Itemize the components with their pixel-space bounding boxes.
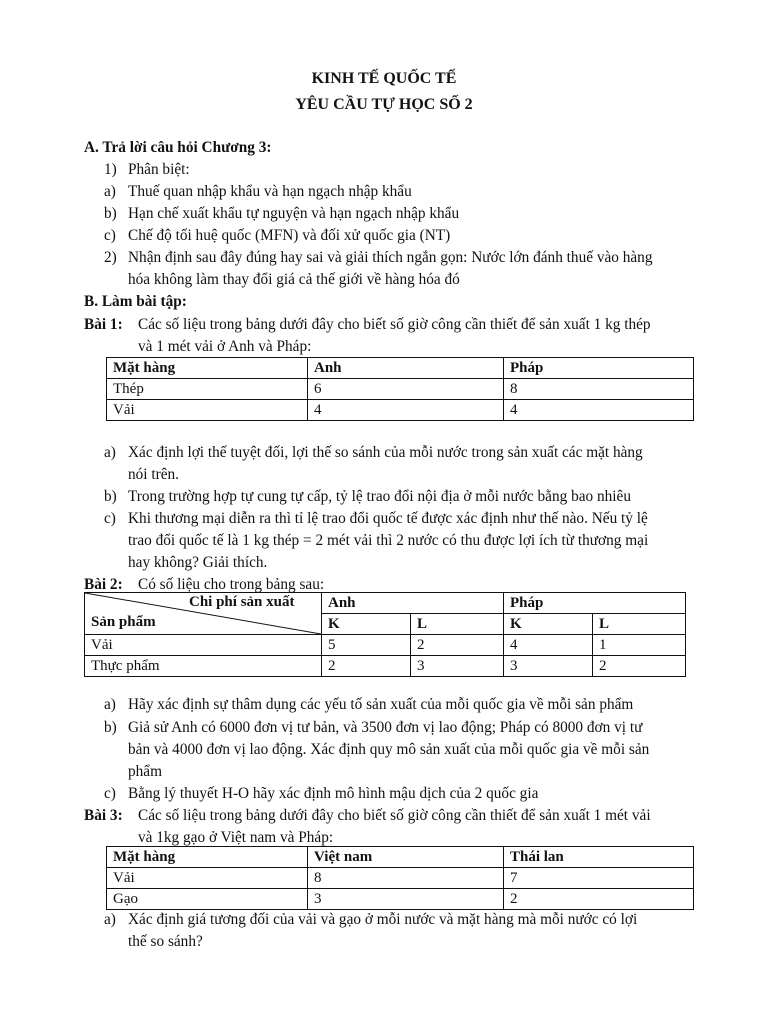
bai2-c (104, 784, 538, 804)
bai3-intro-cont: và 1kg gạo ở Việt nam và Pháp: (138, 829, 334, 846)
table-cell: 3 (411, 656, 504, 677)
item-label: a) (104, 696, 116, 713)
question-text: Nhận định sau đây đúng hay sai và giải thích ngắn gọn: Nước lớn đánh thuế vào hàng (128, 249, 653, 266)
bai1-a-cont: nói trên. (128, 466, 179, 483)
bai1-intro-cont: và 1 mét vải ở Anh và Pháp: (138, 338, 312, 355)
question-1a (104, 182, 412, 202)
item-label: b) (104, 488, 117, 505)
exercise-label: Bài 3: (84, 807, 123, 824)
table-cell: 3 (308, 889, 504, 910)
item-text: Xác định lợi thế tuyệt đối, lợi thế so sánh của mỗi nước trong sản xuất các mặt hàng (128, 444, 643, 461)
table-header-cell: Anh (308, 358, 504, 379)
table-header-cell: K (322, 614, 411, 635)
item-label: b) (104, 205, 117, 222)
item-label: c) (104, 785, 116, 802)
bai1-a (104, 443, 643, 463)
bai3-a-cont: thế so sánh? (128, 933, 203, 950)
table-cell: 2 (593, 656, 686, 677)
exercise-text: Các số liệu trong bảng dưới đây cho biết số giờ công cần thiết để sản xuất 1 mét vải (138, 807, 651, 824)
bai3-table (106, 846, 694, 910)
table-cell: 3 (504, 656, 593, 677)
table-header-row (107, 847, 694, 868)
table-cell: Gạo (107, 889, 308, 910)
bai3-a (104, 910, 637, 930)
bai2-b-cont: bản và 4000 đơn vị lao động. Xác định quy mô sản xuất của mỗi quốc gia về mỗi sản (128, 741, 650, 758)
item-label: a) (104, 444, 116, 461)
exercise-text: Có số liệu cho trong bảng sau: (138, 576, 325, 593)
corner-bottom-label: Sản phẩm (91, 614, 156, 630)
table-cell: 2 (322, 656, 411, 677)
item-label: c) (104, 227, 116, 244)
table-cell: 8 (504, 379, 694, 400)
doc-title: KINH TẾ QUỐC TẾ (311, 70, 457, 87)
table-header-cell: L (593, 614, 686, 635)
table-row (85, 635, 686, 656)
bai1-table (106, 357, 694, 421)
table-header-cell: L (411, 614, 504, 635)
item-label: b) (104, 719, 117, 736)
table-header-row (107, 358, 694, 379)
item-label: a) (104, 183, 116, 200)
table-header-cell: Mặt hàng (107, 847, 308, 868)
item-label: a) (104, 911, 116, 928)
table-cell: 5 (322, 635, 411, 656)
table-header-cell: Mặt hàng (107, 358, 308, 379)
item-text: Khi thương mại diễn ra thì tỉ lệ trao đổi quốc tế được xác định như thế nào. Nếu tỷ lệ (128, 510, 648, 527)
bai1-c (104, 509, 648, 529)
question-1b (104, 204, 459, 224)
question-1c (104, 226, 450, 246)
item-text: Xác định giá tương đối của vải và gạo ở mỗi nước và mặt hàng mà mỗi nước có lợi (128, 911, 638, 928)
bai2-table (84, 592, 686, 677)
table-row (107, 400, 694, 421)
item-text: Giả sử Anh có 6000 đơn vị tư bản, và 3500 đơn vị lao động; Pháp có 8000 đơn vị tư (128, 719, 643, 736)
bai1-c-cont: trao đổi quốc tế là 1 kg thép = 2 mét vải thì 2 nước có thu được lợi ích từ thương mại (128, 532, 649, 549)
bai2-a (104, 695, 633, 715)
table-cell: Thực phẩm (85, 656, 322, 677)
bai2-b (104, 718, 642, 738)
table-cell: Thép (107, 379, 308, 400)
bai1-intro (84, 315, 651, 335)
bai2-b-cont2: phẩm (128, 763, 162, 780)
table-header-cell: K (504, 614, 593, 635)
table-cell: 6 (308, 379, 504, 400)
table-cell: 4 (504, 635, 593, 656)
table-header-cell: Thái lan (504, 847, 694, 868)
exercise-label: Bài 2: (84, 576, 123, 593)
table-header-cell: Pháp (504, 593, 686, 614)
table-row (107, 889, 694, 910)
section-b-heading: B. Làm bài tập: (84, 293, 187, 310)
question-2-cont: hóa không làm thay đổi giá cả thế giới về hàng hóa đó (128, 271, 460, 288)
exercise-label: Bài 1: (84, 316, 123, 333)
table-row (107, 868, 694, 889)
table-cell: 8 (308, 868, 504, 889)
table-header-row (85, 593, 686, 614)
table-header-cell: Việt nam (308, 847, 504, 868)
table-header-cell: Anh (322, 593, 504, 614)
corner-top-label: Chi phí sản xuất (189, 594, 295, 610)
table-cell: Vải (107, 400, 308, 421)
table-cell: 1 (593, 635, 686, 656)
question-1 (104, 160, 190, 180)
item-text: Thuế quan nhập khẩu và hạn ngạch nhập khẩu (128, 183, 412, 200)
item-text: Hạn chế xuất khẩu tự nguyện và hạn ngạch nhập khẩu (128, 205, 460, 222)
table-cell: 4 (308, 400, 504, 421)
table-header-cell: Pháp (504, 358, 694, 379)
question-2 (104, 248, 652, 268)
table-cell: 2 (411, 635, 504, 656)
bai1-b (104, 487, 631, 507)
table-row (107, 379, 694, 400)
doc-subtitle: YÊU CẦU TỰ HỌC SỐ 2 (295, 96, 473, 113)
table-cell: Vải (85, 635, 322, 656)
question-number: 1) (104, 161, 117, 178)
table-cell: Vải (107, 868, 308, 889)
question-number: 2) (104, 249, 117, 266)
item-text: Chế độ tối huệ quốc (MFN) và đối xử quốc gia (NT) (128, 227, 451, 244)
table-corner-cell (85, 593, 322, 635)
item-text: Trong trường hợp tự cung tự cấp, tỷ lệ trao đổi nội địa ở mỗi nước bằng bao nhiêu (128, 488, 631, 505)
bai1-c-cont2: hay không? Giải thích. (128, 554, 268, 571)
table-row (85, 656, 686, 677)
item-label: c) (104, 510, 116, 527)
table-cell: 2 (504, 889, 694, 910)
bai3-intro (84, 806, 651, 826)
item-text: Hãy xác định sự thâm dụng các yếu tố sản xuất của mỗi quốc gia về mỗi sản phẩm (128, 696, 634, 713)
section-a-heading: A. Trả lời câu hỏi Chương 3: (84, 139, 272, 156)
table-cell: 4 (504, 400, 694, 421)
exercise-text: Các số liệu trong bảng dưới đây cho biết số giờ công cần thiết để sản xuất 1 kg thép (138, 316, 651, 333)
question-text: Phân biệt: (128, 161, 190, 178)
item-text: Bằng lý thuyết H-O hãy xác định mô hình mậu dịch của 2 quốc gia (128, 785, 539, 802)
table-cell: 7 (504, 868, 694, 889)
